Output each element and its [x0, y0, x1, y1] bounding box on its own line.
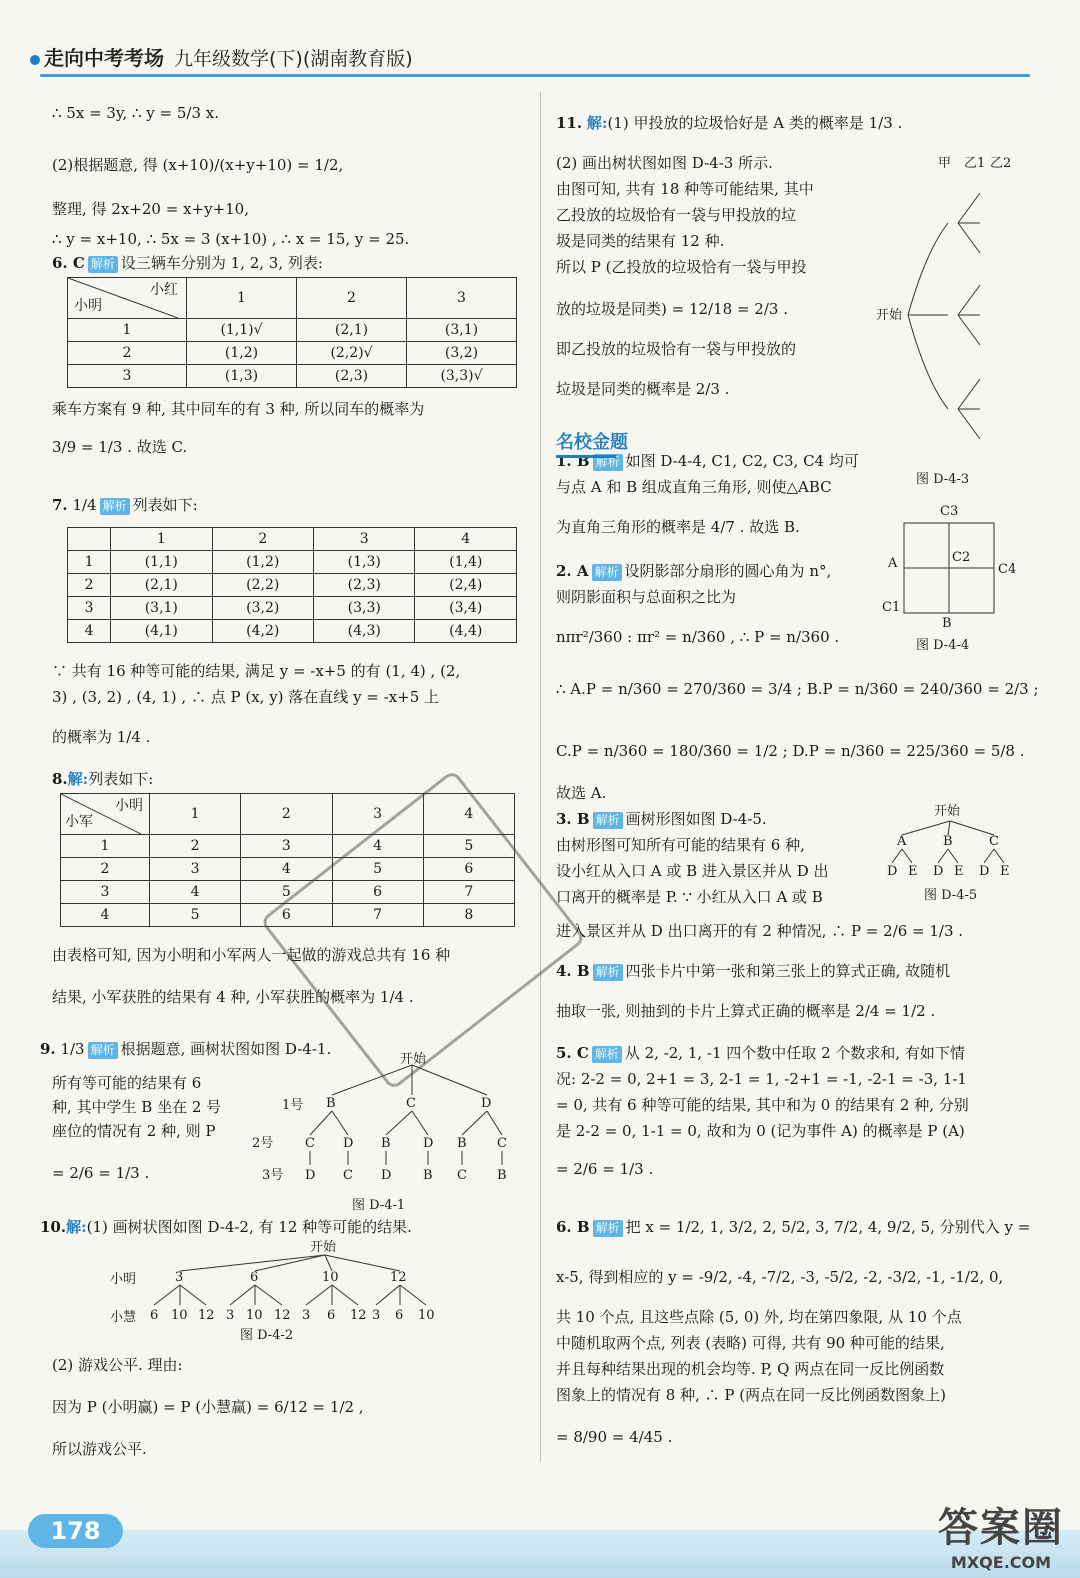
text-line: ∴ 5x = 3y, ∴ y = 5/3 x.	[52, 104, 220, 122]
cell: 4	[150, 881, 241, 904]
question-11	[556, 113, 902, 135]
text-line: 况: 2-2 = 0, 2+1 = 3, 2-1 = 1, -2+1 = -1, -2-1 = -3, 1-1	[556, 1070, 967, 1088]
text-line: 共 10 个点, 且这些点除 (5, 0) 外, 均在第四象限, 从 10 个点	[556, 1308, 962, 1326]
table-row	[68, 574, 517, 597]
text-line: ∴ y = x+10, ∴ 5x = 3 (x+10) , ∴ x = 15, y = 25.	[52, 230, 410, 248]
question-number: 6. C	[52, 254, 85, 272]
question-2	[556, 561, 831, 583]
analysis-tag: 解析	[593, 812, 623, 829]
section-title: 名校金题	[556, 428, 628, 458]
text-line: 圾是同类的结果有 12 种.	[556, 232, 725, 250]
tree-node: D	[305, 1168, 316, 1183]
row-header: 2	[61, 858, 150, 881]
table-row	[68, 551, 517, 574]
tree-node: E	[954, 864, 964, 879]
cell: (3,3)√	[407, 365, 517, 388]
text-line: 即乙投放的垃圾恰有一袋与甲投放的	[556, 340, 797, 358]
question-number: 5. C	[556, 1044, 589, 1062]
row-header: 2	[68, 342, 187, 365]
tree-node: B	[423, 1168, 433, 1183]
col-header: 2	[297, 278, 407, 319]
col-header	[68, 528, 111, 551]
cell: (1,4)	[415, 551, 517, 574]
cell: 8	[423, 904, 514, 927]
column-divider	[540, 92, 541, 1462]
tree-node: 6	[395, 1308, 404, 1323]
text-line: 抽取一张, 则抽到的卡片上算式正确的概率是 2/4 = 1/2 .	[556, 1002, 936, 1020]
cell: (3,3)	[314, 597, 415, 620]
question-number: 9.	[40, 1040, 56, 1058]
point-label: C2	[952, 550, 971, 565]
tree-lines	[110, 1241, 490, 1351]
text-line: ∵ 共有 16 种等可能的结果, 满足 y = -x+5 的有 (1, 4) , (2,	[52, 662, 461, 680]
point-label: C3	[940, 504, 959, 519]
text-line: 是 2-2 = 0, 1-1 = 0, 故和为 0 (记为事件 A) 的概率是 P (A)	[556, 1122, 965, 1140]
question-number: 3. B	[556, 810, 590, 828]
row-header: 4	[61, 904, 150, 927]
row-label: 小明	[110, 1272, 137, 1287]
col-header: 3	[407, 278, 517, 319]
tree-node: C	[457, 1168, 467, 1183]
text-line: 设小红从入口 A 或 B 进入景区并从 D 出	[556, 862, 829, 880]
question-number: 1. B	[556, 452, 590, 470]
cell: (2,2)√	[297, 342, 407, 365]
cell: 4	[241, 858, 332, 881]
tree-root: 开始	[934, 804, 961, 819]
tree-node: 12	[350, 1308, 367, 1323]
text-line: 整理, 得 2x+20 = x+y+10,	[52, 200, 249, 218]
text-line: 图象上的情况有 8 种, ∴ P (两点在同一反比例函数图象上)	[556, 1386, 946, 1404]
question-number: 11.	[556, 114, 583, 132]
cell: 4	[332, 835, 423, 858]
text-line: ∴ A.P = n/360 = 270/360 = 3/4 ; B.P = n/360 = 240/360 = 2/3 ;	[556, 680, 1039, 698]
analysis-tag: 解析	[592, 1046, 622, 1063]
figure-caption: 图 D-4-3	[916, 472, 970, 487]
question-8	[52, 769, 153, 791]
row-header: 3	[68, 365, 187, 388]
cell: 5	[423, 835, 514, 858]
question-5	[556, 1043, 965, 1065]
tree-node: D	[381, 1168, 392, 1183]
question-text: 设三辆车分别为 1, 2, 3, 列表:	[120, 254, 323, 272]
question-number: 10.	[40, 1218, 67, 1236]
tree-node: B	[326, 1096, 336, 1111]
row-header: 1	[68, 319, 187, 342]
table-row	[68, 365, 517, 388]
question-6-right	[556, 1217, 1030, 1239]
question-text: 从 2, -2, 1, -1 四个数中任取 2 个数求和, 有如下情	[624, 1044, 965, 1062]
question-text: 列表如下:	[132, 496, 198, 514]
watermark	[938, 1496, 1064, 1572]
analysis-tag: 解析	[88, 1042, 118, 1059]
text-line: = 2/6 = 1/3 .	[556, 1160, 654, 1178]
col-header: 2	[241, 794, 332, 835]
cell: 2	[150, 835, 241, 858]
analysis-tag: 解析	[593, 454, 623, 471]
cell: (1,3)	[187, 365, 297, 388]
tree-node: E	[908, 864, 918, 879]
solution-label: 解:	[586, 114, 608, 132]
header-top-label: 小红	[150, 282, 178, 298]
cell: 6	[241, 904, 332, 927]
text-line: 种, 其中学生 B 坐在 2 号	[52, 1098, 222, 1116]
col-header: 4	[423, 794, 514, 835]
row-header: 1	[68, 551, 111, 574]
text-line: 则阴影面积与总面积之比为	[556, 588, 737, 606]
tree-node: C	[497, 1136, 507, 1151]
cell: (4,4)	[415, 620, 517, 643]
tree-diagram-d45	[884, 805, 1018, 895]
cell: (3,1)	[407, 319, 517, 342]
analysis-tag: 解析	[593, 1220, 623, 1237]
figure-caption: 图 D-4-4	[916, 638, 970, 653]
tree-root: 开始	[400, 1052, 427, 1067]
cell: 6	[332, 881, 423, 904]
tree-node: 3	[372, 1308, 381, 1323]
cell: (2,2)	[212, 574, 313, 597]
text-line: 放的垃圾是同类) = 12/18 = 2/3 .	[556, 300, 788, 318]
tree-node: 6	[250, 1270, 259, 1285]
text-line: 3/9 = 1/3 . 故选 C.	[52, 438, 188, 456]
text-line: C.P = n/360 = 180/360 = 1/2 ; D.P = n/360 = 225/360 = 5/8 .	[556, 742, 1025, 760]
cell: 7	[332, 904, 423, 927]
analysis-tag: 解析	[100, 498, 130, 515]
cell: (2,1)	[111, 574, 212, 597]
cell: 7	[423, 881, 514, 904]
question-number: 4. B	[556, 962, 590, 980]
point-label: C1	[882, 600, 901, 615]
analysis-tag: 解析	[88, 256, 118, 273]
header-rule	[40, 74, 1030, 77]
col-header: 1	[150, 794, 241, 835]
header-left-label: 小军	[65, 813, 93, 830]
figure-caption: 图 D-4-2	[240, 1328, 294, 1343]
table-row	[68, 319, 517, 342]
text-line: 由图可知, 共有 18 种等可能结果, 其中	[556, 180, 814, 198]
book-title: 走向中考考场	[44, 46, 164, 70]
col-header: 1	[187, 278, 297, 319]
text-line: 乙投放的垃圾恰有一袋与甲投放的垃	[556, 206, 797, 224]
question-number: 7.	[52, 496, 68, 514]
tree-node: D	[423, 1136, 434, 1151]
tree-node: 12	[198, 1308, 215, 1323]
text-line: 与点 A 和 B 组成直角三角形, 则使△ABC	[556, 478, 832, 496]
tree-node: C	[343, 1168, 353, 1183]
tree-header: 甲	[938, 156, 952, 171]
answer: 1/4	[72, 496, 97, 514]
text-line: 由树形图可知所有可能的结果有 6 种,	[556, 836, 805, 854]
diagonal-header-cell	[61, 794, 150, 835]
book-subtitle: 九年级数学(下)(湖南教育版)	[174, 48, 413, 70]
cell: 3	[241, 835, 332, 858]
text-line: (2) 游戏公平. 理由:	[52, 1356, 183, 1374]
text-line: x-5, 得到相应的 y = -9/2, -4, -7/2, -3, -5/2, -2, -3/2, -1, -1/2, 0,	[556, 1268, 1004, 1286]
question-text: 如图 D-4-4, C1, C2, C3, C4 均可	[625, 452, 859, 470]
text-line: (2) 画出树状图如图 D-4-3 所示.	[556, 154, 773, 172]
text-line: 乘车方案有 9 种, 其中同车的有 3 种, 所以同车的概率为	[52, 400, 425, 418]
q6-table	[67, 277, 517, 388]
cell: (1,3)	[314, 551, 415, 574]
col-header: 2	[212, 528, 313, 551]
row-header: 3	[68, 597, 111, 620]
analysis-tag: 解析	[593, 964, 623, 981]
tree-node: 10	[322, 1270, 339, 1285]
tree-header: 乙1	[964, 156, 986, 171]
cell: (4,1)	[111, 620, 212, 643]
solution-label: 解:	[67, 770, 89, 788]
text-line: = 2/6 = 1/3 .	[52, 1164, 150, 1182]
analysis-tag: 解析	[592, 564, 622, 581]
cell: 5	[150, 904, 241, 927]
tree-diagram-d43	[876, 151, 1016, 471]
answer: 1/3	[60, 1040, 85, 1058]
col-header: 3	[314, 528, 415, 551]
tree-node: D	[979, 864, 990, 879]
tree-node: D	[933, 864, 944, 879]
tree-node: B	[943, 834, 953, 849]
seat-label: 1号	[282, 1098, 304, 1113]
table-row	[68, 342, 517, 365]
cell: 5	[241, 881, 332, 904]
text-line: 垃圾是同类的概率是 2/3 .	[556, 380, 730, 398]
tree-node: D	[481, 1096, 492, 1111]
cell: 3	[150, 858, 241, 881]
col-header: 4	[415, 528, 517, 551]
row-label: 小慧	[110, 1310, 137, 1325]
cell: (2,1)	[297, 319, 407, 342]
tree-node: 10	[246, 1308, 263, 1323]
cell: (1,1)	[111, 551, 212, 574]
text-line: 3) , (3, 2) , (4, 1) , ∴ 点 P (x, y) 落在直线 y = -x+5 上	[52, 688, 440, 706]
point-label: B	[942, 616, 952, 631]
text-line: 并且每种结果出现的机会均等. P, Q 两点在同一反比例函数	[556, 1360, 945, 1378]
question-text: (1) 画树状图如图 D-4-2, 有 12 种等可能的结果.	[86, 1218, 412, 1236]
tree-node: 3	[302, 1308, 311, 1323]
header-bullet-icon	[30, 55, 40, 65]
tree-node: C	[406, 1096, 416, 1111]
tree-root: 开始	[876, 308, 903, 323]
question-text: 设阴影部分扇形的圆心角为 n°,	[624, 562, 832, 580]
tree-node: A	[897, 834, 907, 849]
text-line: 因为 P (小明赢) = P (小慧赢) = 6/12 = 1/2 ,	[52, 1398, 364, 1416]
cell: (3,2)	[212, 597, 313, 620]
row-header: 3	[61, 881, 150, 904]
text-line: 口离开的概率是 P. ∵ 小红从入口 A 或 B	[556, 888, 823, 906]
cell: (1,2)	[212, 551, 313, 574]
question-text: 列表如下:	[88, 770, 154, 788]
tree-node: 12	[274, 1308, 291, 1323]
page-number: 178	[28, 1514, 123, 1548]
row-header: 1	[61, 835, 150, 858]
tree-header: 乙2	[990, 156, 1012, 171]
text-line: 所以游戏公平.	[52, 1440, 147, 1458]
tree-node: 6	[327, 1308, 336, 1323]
question-number: 6. B	[556, 1218, 590, 1236]
header-left-label: 小明	[74, 297, 102, 314]
cell: 5	[332, 858, 423, 881]
tree-node: 6	[150, 1308, 159, 1323]
page-header	[30, 42, 413, 71]
question-6	[52, 253, 323, 275]
text-line: 中随机取两个点, 列表 (表略) 可得, 共有 90 种可能的结果,	[556, 1334, 945, 1352]
question-text: 把 x = 1/2, 1, 3/2, 2, 5/2, 3, 7/2, 4, 9/2, 5, 分别代入 y =	[625, 1218, 1031, 1236]
question-text: 画树形图如图 D-4-5.	[625, 810, 767, 828]
figure-caption: 图 D-4-1	[352, 1198, 406, 1213]
seat-label: 3号	[262, 1168, 284, 1183]
tree-node: B	[381, 1136, 391, 1151]
text-line: 结果, 小军获胜的结果有 4 种, 小军获胜的概率为 1/4 .	[52, 988, 414, 1006]
footer-band	[0, 1530, 1080, 1578]
grid-figure-d44	[882, 503, 1017, 639]
col-header: 3	[332, 794, 423, 835]
table-row	[68, 597, 517, 620]
text-line: 故选 A.	[556, 784, 607, 802]
question-number: 8.	[52, 770, 68, 788]
table-row	[68, 620, 517, 643]
text-line: 的概率为 1/4 .	[52, 728, 151, 746]
text-line: = 8/90 = 4/45 .	[556, 1428, 673, 1446]
question-7	[52, 495, 198, 517]
text-line: (2)根据题意, 得 (x+10)/(x+y+10) = 1/2,	[52, 156, 344, 174]
tree-node: 3	[175, 1270, 184, 1285]
seat-label: 2号	[252, 1136, 274, 1151]
cell: (2,3)	[297, 365, 407, 388]
tree-diagram-d42	[110, 1241, 490, 1351]
row-header: 2	[68, 574, 111, 597]
question-4	[556, 961, 950, 983]
cell: (4,2)	[212, 620, 313, 643]
question-text: 四张卡片中第一张和第三张上的算式正确, 故随机	[625, 962, 951, 980]
table-header-row	[68, 528, 517, 551]
question-number: 2. A	[556, 562, 589, 580]
cell: 6	[423, 858, 514, 881]
point-label: A	[888, 556, 898, 571]
cell: (2,4)	[415, 574, 517, 597]
tree-node: 10	[418, 1308, 435, 1323]
tree-node: B	[457, 1136, 467, 1151]
tree-node: D	[343, 1136, 354, 1151]
figure-caption: 图 D-4-5	[924, 888, 978, 903]
text-line: 座位的情况有 2 种, 则 P	[52, 1122, 216, 1140]
text-line: 为直角三角形的概率是 4/7 . 故选 B.	[556, 518, 800, 536]
cell: (3,1)	[111, 597, 212, 620]
text-line: 由表格可知, 因为小明和小军两人一起做的游戏总共有 16 种	[52, 946, 451, 964]
cell: (3,4)	[415, 597, 517, 620]
tree-node: C	[305, 1136, 315, 1151]
tree-node: 10	[171, 1308, 188, 1323]
text-line: nπr²/360 : πr² = n/360 , ∴ P = n/360 .	[556, 628, 840, 646]
text-line: 所有等可能的结果有 6	[52, 1074, 202, 1092]
watermark-logo: 答案圈	[938, 1505, 1064, 1551]
tree-root: 开始	[310, 1240, 337, 1255]
tree-node: 3	[226, 1308, 235, 1323]
q7-table	[67, 527, 517, 643]
question-text: 根据题意, 画树状图如图 D-4-1.	[120, 1040, 332, 1058]
watermark-url: MXQE.COM	[950, 1553, 1052, 1572]
cell: (4,3)	[314, 620, 415, 643]
question-10	[40, 1217, 412, 1239]
tree-node: D	[887, 864, 898, 879]
text-line: = 0, 共有 6 种等可能的结果, 其中和为 0 的结果有 2 种, 分别	[556, 1096, 969, 1114]
text-line: 进入景区并从 D 出口离开的有 2 种情况, ∴ P = 2/6 = 1/3 .	[556, 922, 964, 940]
tree-node: 12	[390, 1270, 407, 1285]
cell: (1,1)√	[187, 319, 297, 342]
tree-node: B	[497, 1168, 507, 1183]
cell: (2,3)	[314, 574, 415, 597]
question-text: (1) 甲投放的垃圾恰好是 A 类的概率是 1/3 .	[607, 114, 903, 132]
row-header: 4	[68, 620, 111, 643]
solution-label: 解:	[66, 1218, 87, 1236]
tree-node: E	[1000, 864, 1010, 879]
diagonal-header-cell	[68, 278, 187, 319]
text-line: 所以 P (乙投放的垃圾恰有一袋与甲投	[556, 258, 807, 276]
point-label: C4	[998, 562, 1017, 577]
cell: (3,2)	[407, 342, 517, 365]
tree-node: C	[989, 834, 999, 849]
cell: (1,2)	[187, 342, 297, 365]
question-3	[556, 809, 767, 831]
header-top-label: 小明	[115, 798, 143, 814]
col-header: 1	[111, 528, 212, 551]
